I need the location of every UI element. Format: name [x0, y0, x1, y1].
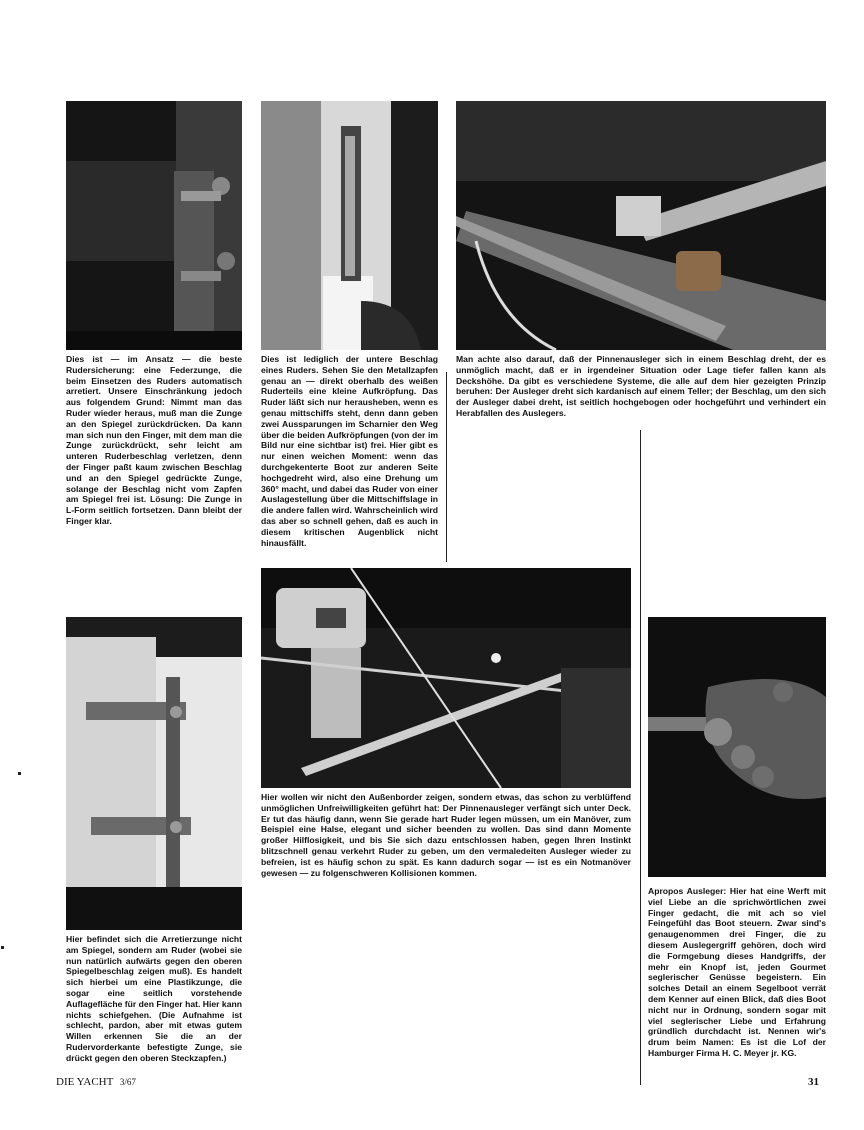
caption-outboard-tiller-extension: Hier wollen wir nicht den Außenborder zeigen, sondern etwas, das schon zu verblüffend unmöglichen Unfreiwilligkeiten geführt hat: Der Pinnenausleger verfängt sich unter Deck. Er tut das häufig dann, wenn Sie gerade hart Ruder legen müssen, um ein Manöver, zum Beispiel eine Halse, elegant und sicher beenden zu wollen. Das sind dann Momente großer Hilflosigkeit, und bis Sie sich dazu entschlossen haben, gegen Ihren Instinkt blitzschnell genau verkehrt Ruder zu geben, um den vermaledeiten Ausleger wieder zu befreien, ist es häufig schon zu spät. Es kann dadurch sogar — ist es ein Notmanöver gewesen — zu folgenschweren Kollisionen kommen.: [261, 792, 631, 878]
footer-magazine-title: DIE YACHT: [56, 1076, 114, 1088]
caption-rudder-spring-tongue: Dies ist — im Ansatz — die beste Rudersicherung: eine Federzunge, die beim Einsetzen des Ruders automatisch arretiert. Unsere Einschränkung jedoch aus folgendem Grund: Nimmt man das Ruder wieder heraus, muß man die Zunge an den Spiegel zurückdrücken. Da kann man sich nun den Finger, mit dem man die Zunge zurückdrückt, sehr leicht am unteren Ruderbeschlag verletzen, denn der Finger paßt kaum zwischen Beschlag und an den Spiegel gedrückte Zunge, solange der Beschlag nicht vom Zapfen am Spiegel frei ist. Lösung: Die Zunge in L-Form seitlich fortsetzen. Dann bleibt der Finger klar.: [66, 354, 242, 526]
photo-outboard-tiller-extension: [261, 568, 631, 788]
footer-page-number: 31: [808, 1076, 819, 1088]
caption-lower-rudder-fitting: Dies ist lediglich der untere Beschlag eines Ruders. Sehen Sie den Metallzapfen genau an — direkt oberhalb des weißen Ruderteils eine kleine Aufkröpfung. Das Ruder läßt sich nur herausheben, wenn es genau mittschiffs steht, denn dann geben zwei Aussparungen im Scharnier den Weg über die beiden Aufkröpfungen (von der im Bild nur eine sichtbar ist) frei. Hier gibt es nur einen weichen Moment: wenn das durchgekenterte Boot zur anderen Seite hochgedreht wird, also eine Drehung um 360° macht, und dabei das Ruder von einer Auslagestellung über die Mittschiffslage in die andere fallen wird. Wahrscheinlich wird das aber so schnell gehen, daß es auch in diesem kritischen Augenblick nicht hinausfällt.: [261, 354, 438, 548]
photo-rudder-locking-tongue: [66, 617, 242, 930]
photo-tiller-knob-grip: [648, 617, 826, 877]
footer-issue: 3/67: [119, 1077, 136, 1087]
footer-magazine: [56, 1076, 136, 1088]
caption-tiller-extension-bearing: Man achte also darauf, daß der Pinnenausleger sich in einem Beschlag dreht, der es unmöglich macht, daß er in irgendeiner Situation oder Lage tiefer fallen kann als Deckshöhe. Da gibt es verschiedene Systeme, die alle auf dem hier gezeigten Prinzip beruhen: Der Ausleger dreht sich kardanisch auf einem Teller; der Beschlag, um den sich der Ausleger dabei dreht, ist seitlich hochgebogen oder hochgeführt und verhindert ein Herabfallen des Auslegers.: [456, 354, 826, 418]
photo-tiller-extension-bearing: [456, 101, 826, 350]
margin-mark-2: [1, 946, 4, 949]
margin-mark-1: [18, 772, 21, 775]
caption-tiller-knob-grip: Apropos Ausleger: Hier hat eine Werft mit viel Liebe an die sprichwörtlichen zwei Finger gedacht, die mit ach so viel Feingefühl das Boot steuern. Zwar sind's genaugenommen drei Finger, die zu diesem Auslegergriff gehören, doch wird die Formgebung dieses Handgriffs, der mehr ein Knopf ist, jeden Gourmet seglerischer Genüsse begeistern. Ein solches Detail an einem Segelboot verrät dem Kenner auf einen Blick, daß dies Boot nicht nur in Ordnung, sondern sogar mit viel seglerischer Liebe und Erfahrung gründlich durchdacht ist. Nennen wir's drum beim Namen: Es ist die Lof der Hamburger Firma H. C. Meyer jr. KG.: [648, 886, 826, 1058]
column-rule-1: [446, 372, 447, 562]
column-rule-2: [640, 430, 641, 1085]
photo-lower-rudder-fitting: [261, 101, 438, 350]
photo-rudder-spring-tongue: [66, 101, 242, 350]
caption-rudder-locking-tongue: Hier befindet sich die Arretierzunge nicht am Spiegel, sondern am Ruder (wobei sie nun natürlich aufwärts gegen den oberen Spiegelbeschlag zeigen muß). Es handelt sich hierbei um eine Plastikzunge, die sogar eine seitlich vorstehende Auflagefläche für den Finger hat. Hier kann nichts schiefgehen. (Die Aufnahme ist schlecht, pardon, aber mit etwas gutem Willen erkennen Sie die an der Rudervorderkante befestigte Zunge, sie drückt gegen den oberen Steckzapfen.): [66, 934, 242, 1063]
